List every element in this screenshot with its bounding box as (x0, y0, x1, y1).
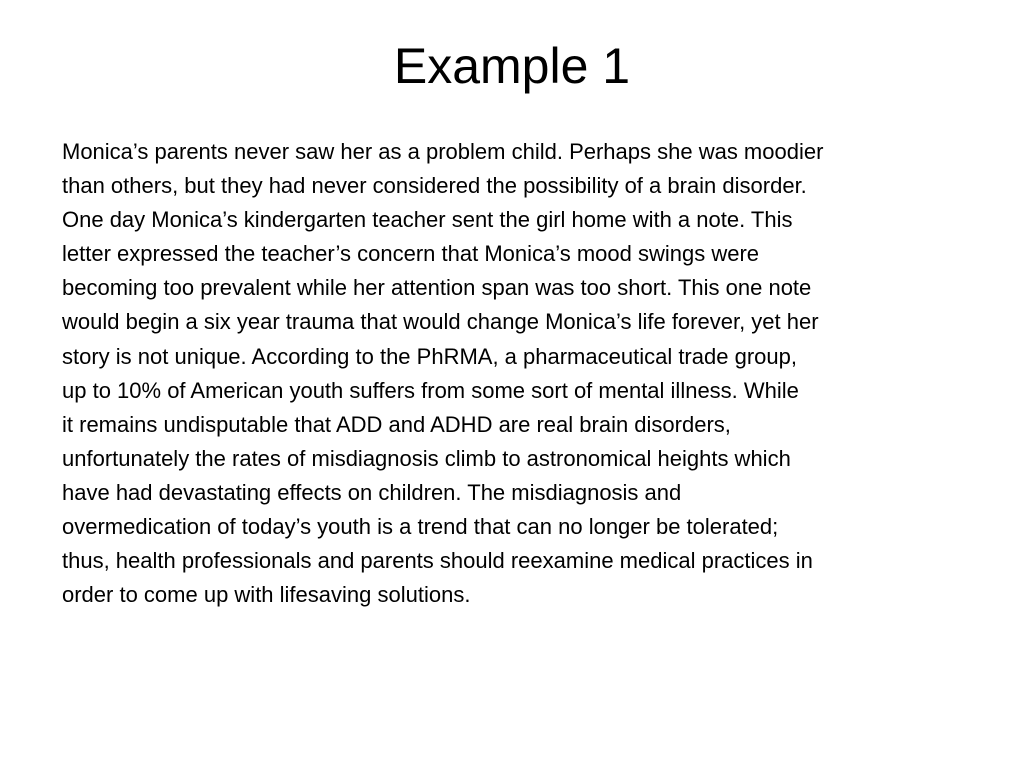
body-line: letter expressed the teacher’s concern that Monica’s mood swings were (62, 241, 760, 267)
body-line: story is not unique. According to the PhRMA, a pharmaceutical trade group, (62, 343, 797, 369)
body-line: order to come up with lifesaving solutions. (62, 582, 471, 608)
body-line: than others, but they had never considered the possibility of a brain disorder. (62, 173, 807, 199)
body-line: thus, health professionals and parents should reexamine medical practices in (62, 548, 813, 574)
body-line: unfortunately the rates of misdiagnosis climb to astronomical heights which (62, 445, 791, 471)
slide-title: Example 1 (393, 38, 631, 94)
body-line: it remains undisputable that ADD and ADHD are real brain disorders, (62, 411, 731, 437)
body-line: becoming too prevalent while her attention span was too short. This one note (62, 275, 812, 301)
body-line: have had devastating effects on children. The misdiagnosis and (62, 479, 682, 505)
slide-body-text (62, 135, 962, 612)
body-line: overmedication of today’s youth is a trend that can no longer be tolerated; (62, 514, 779, 540)
body-line: Monica’s parents never saw her as a problem child. Perhaps she was moodier (62, 139, 824, 164)
body-line: would begin a six year trauma that would change Monica’s life forever, yet her (62, 309, 819, 335)
body-line: up to 10% of American youth suffers from some sort of mental illness. While (62, 377, 799, 403)
body-line: One day Monica’s kindergarten teacher sent the girl home with a note. This (62, 207, 793, 233)
